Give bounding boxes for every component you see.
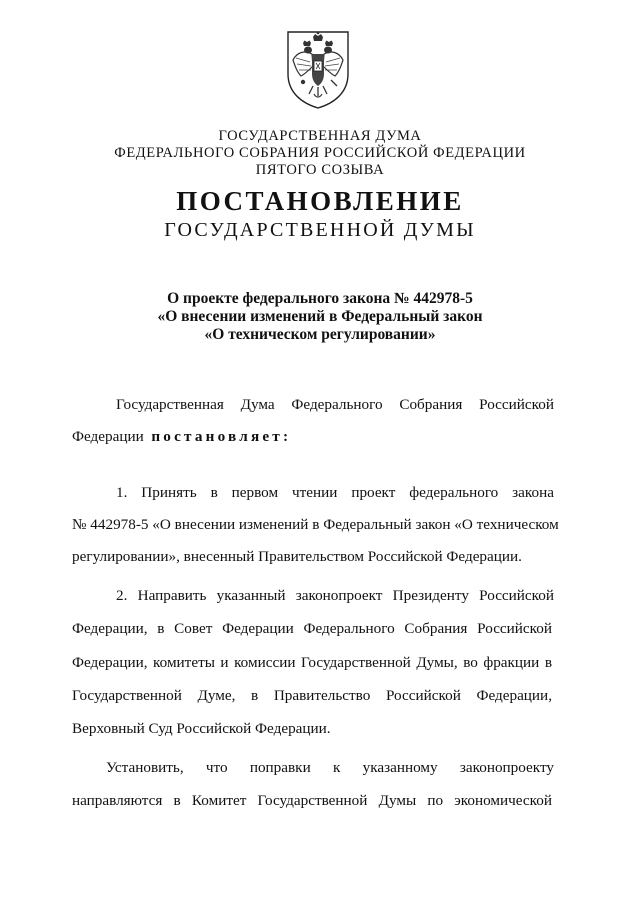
document-title: ПОСТАНОВЛЕНИЕ [176, 186, 464, 216]
coat-of-arms-emblem [283, 28, 353, 110]
paragraph-3-line-1: Установить, что поправки к указанному законопроекту [106, 759, 554, 776]
header-line-duma: ГОСУДАРСТВЕННАЯ ДУМА [218, 128, 422, 144]
paragraph-1-line-2: № 442978-5 «О внесении изменений в Федеральный закон «О техническом [72, 516, 559, 533]
paragraph-1-line-3: регулировании», внесенный Правительством Российской Федерации. [72, 548, 522, 565]
header-line-federal-assembly: ФЕДЕРАЛЬНОГО СОБРАНИЯ РОССИЙСКОЙ ФЕДЕРАЦИИ [114, 145, 526, 161]
paragraph-2-line-1: 2. Направить указанный законопроект Президенту Российской [116, 587, 554, 604]
document-subtitle: ГОСУДАРСТВЕННОЙ ДУМЫ [164, 219, 476, 241]
subject-line-1: О проекте федерального закона № 442978-5 [167, 290, 473, 307]
subject-line-2: «О внесении изменений в Федеральный закон [157, 308, 483, 325]
intro-line-2 [72, 428, 552, 446]
paragraph-3-line-2: направляются в Комитет Государственной Думы по экономической [72, 792, 552, 809]
paragraph-2-line-3: Федерации, комитеты и комиссии Государственной Думы, во фракции в [72, 654, 552, 671]
decree-verb: постановляет: [151, 428, 292, 445]
intro-line-1: Государственная Дума Федерального Собрания Российской [116, 396, 554, 413]
subject-line-3: «О техническом регулировании» [204, 326, 436, 343]
paragraph-1-line-1: 1. Принять в первом чтении проект федерального закона [116, 484, 554, 501]
paragraph-2-line-5: Верховный Суд Российской Федерации. [72, 720, 331, 737]
intro-federation-word: Федерации [72, 428, 144, 445]
paragraph-2-line-4: Государственной Думе, в Правительство Российской Федерации, [72, 687, 552, 704]
paragraph-2-line-2: Федерации, в Совет Федерации Федерального Собрания Российской [72, 620, 552, 637]
header-line-convocation: ПЯТОГО СОЗЫВА [255, 162, 385, 178]
